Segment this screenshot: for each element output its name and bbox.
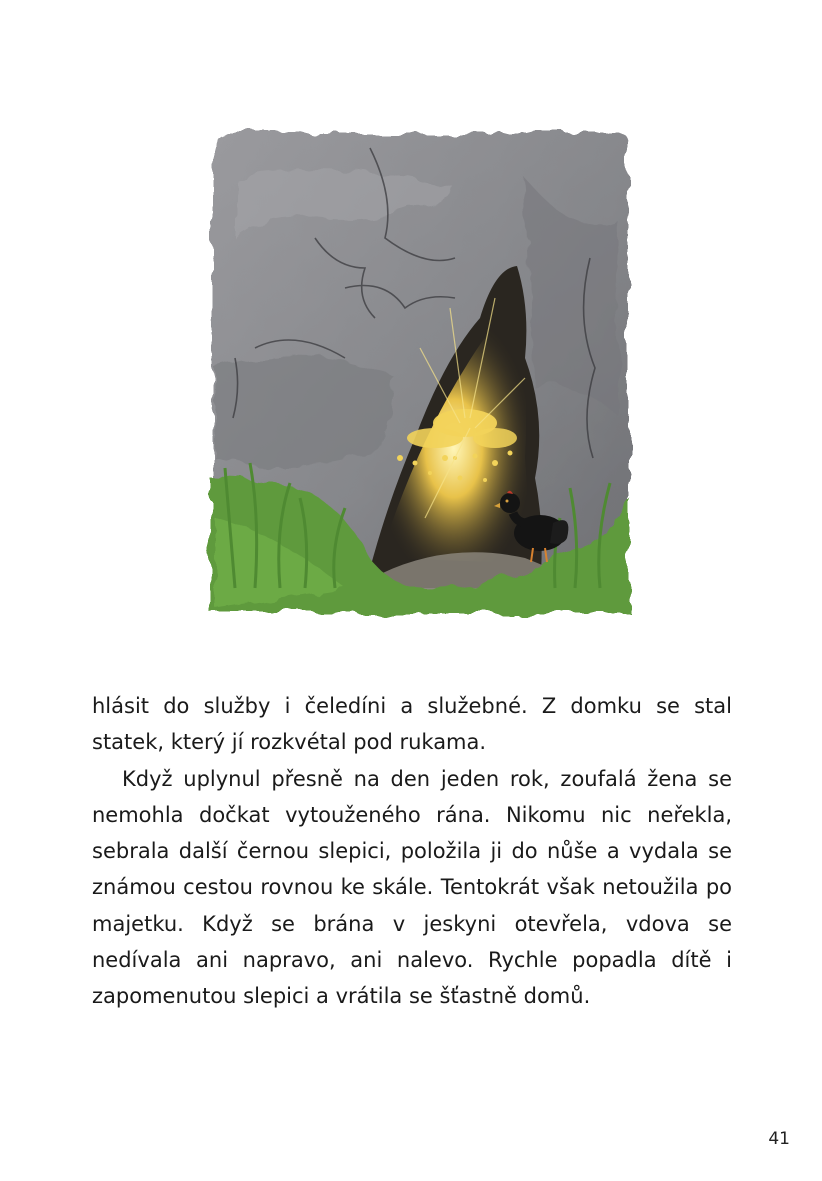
cave-painting bbox=[195, 118, 645, 623]
paragraph-1: hlásit do služby i čeledíni a služebné. Z domku se stal statek, který jí rozkvétal pod rukama. bbox=[92, 694, 732, 755]
story-text bbox=[92, 688, 732, 1015]
paragraph-2: Když uplynul přesně na den jeden rok, zoufalá žena se nemohla dočkat vytouženého rána. Nikomu nic neřekla, sebrala další černou slepici, položila ji do nůše a vydala se známou cestou rovnou ke skále. Tentokrát však netoužila po majetku. Když se brána v jeskyni otevřela, vdova se nedívala ani napravo, ani nalevo. Rychle popadla dítě i zapomenutou slepici a vrátila se šťastně domů. bbox=[92, 766, 732, 1009]
cave-illustration bbox=[195, 118, 645, 623]
page-number: 41 bbox=[768, 1129, 790, 1149]
